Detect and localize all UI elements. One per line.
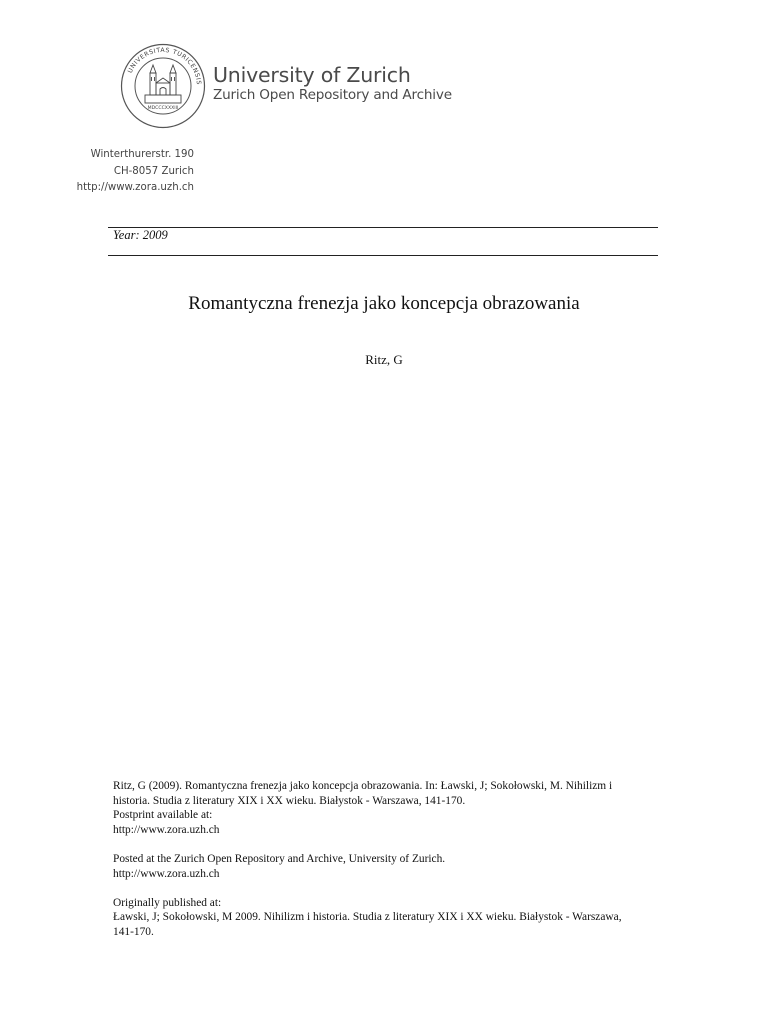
- original-line-2: 141-170.: [113, 925, 154, 938]
- address-city: CH-8057 Zurich: [113, 165, 194, 177]
- top-rule: [108, 227, 658, 228]
- original-line-1: Ławski, J; Sokołowski, M 2009. Nihilizm i historia. Studia z literatury XIX i XX wieku. Białystok - Warszawa,: [113, 911, 622, 924]
- logo-wordmark: [213, 64, 452, 103]
- paper-author: Ritz, G: [365, 352, 403, 367]
- posted-text: Posted at the Zurich Open Repository and Archive, University of Zurich.: [113, 852, 446, 865]
- reference-line-2: historia. Studia z literatury XIX i XX wieku. Białystok - Warszawa, 141-170.: [113, 794, 466, 807]
- citation-block: [113, 779, 653, 954]
- posted-url[interactable]: http://www.zora.uzh.ch: [113, 867, 220, 880]
- original-label: Originally published at:: [113, 896, 222, 909]
- reference-line-1: Ritz, G (2009). Romantyczna frenezja jako koncepcja obrazowania. In: Ławski, J; Sokołowski, M. Nihilizm i: [113, 780, 613, 792]
- address-url[interactable]: http://www.zora.uzh.ch: [76, 182, 194, 193]
- citation-reference: [113, 779, 653, 837]
- seal-ring-text: UNIVERSITAS TURICENSIS: [126, 46, 203, 86]
- address-street: Winterthurerstr. 190: [90, 149, 194, 160]
- postprint-url[interactable]: http://www.zora.uzh.ch: [113, 823, 220, 836]
- university-seal-logo: [120, 43, 206, 129]
- postprint-label: Postprint available at:: [113, 809, 213, 822]
- year-line: Year: 2009: [113, 228, 168, 242]
- paper-title: Romantyczna frenezja jako koncepcja obrazowania: [188, 293, 580, 314]
- address-block: [77, 147, 194, 197]
- seal-year: MDCCCXXXIII: [147, 106, 179, 111]
- university-name: University of Zurich: [213, 63, 411, 87]
- repository-name: Zurich Open Repository and Archive: [213, 87, 452, 103]
- bottom-rule: [108, 255, 658, 256]
- citation-original: [113, 896, 653, 940]
- citation-posted: [113, 852, 653, 881]
